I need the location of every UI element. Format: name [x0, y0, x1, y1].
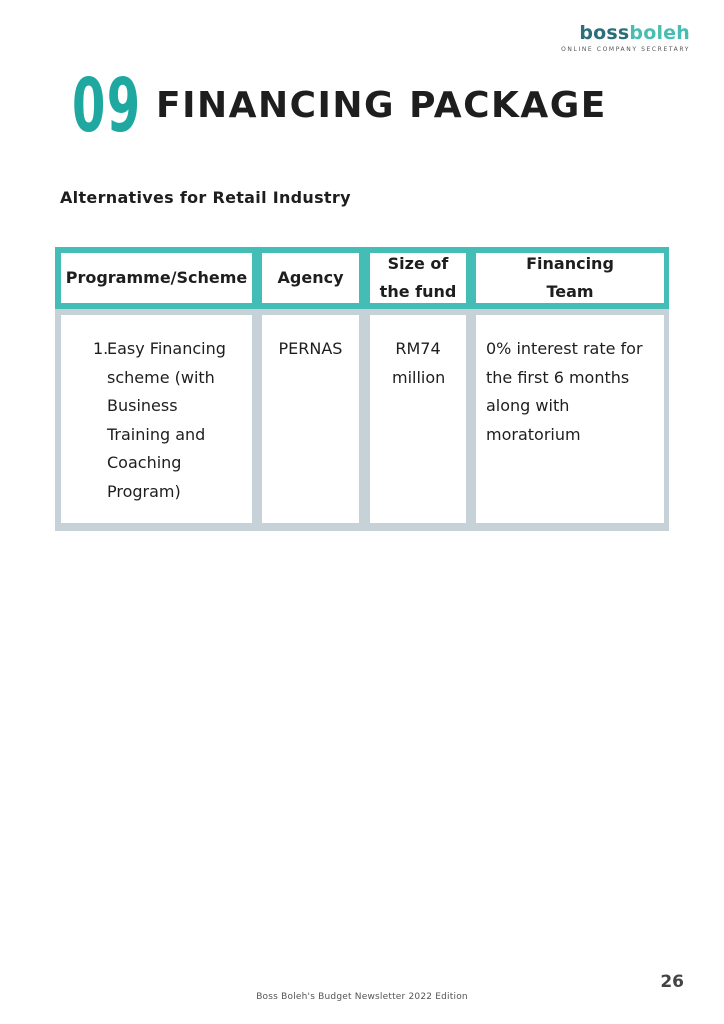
header-financing-team: Financing Team — [476, 253, 664, 303]
section-title: FINANCING PACKAGE — [156, 85, 607, 126]
table-row — [55, 309, 669, 531]
section-number: 09 — [72, 63, 142, 149]
cell-agency: PERNAS — [262, 315, 359, 523]
company-logo — [561, 22, 690, 53]
table-header-row — [55, 247, 669, 309]
page-number: 26 — [660, 972, 684, 992]
scheme-text: Easy Financing scheme (with Business Training and Coaching Program) — [107, 339, 226, 501]
cell-scheme — [61, 315, 252, 523]
header-fund-size: Size of the fund — [370, 253, 466, 303]
header-agency: Agency — [262, 253, 359, 303]
cell-financing: 0% interest rate for the first 6 months along with moratorium — [476, 315, 664, 523]
header-programme-scheme: Programme/Scheme — [61, 253, 252, 303]
logo-tagline: ONLINE COMPANY SECRETARY — [561, 46, 690, 53]
logo-wordmark — [579, 22, 690, 44]
footer-text: Boss Boleh's Budget Newsletter 2022 Edition — [256, 992, 468, 1002]
financing-table — [55, 247, 669, 531]
cell-fund-size: RM74 million — [370, 315, 466, 523]
scheme-number: 1. — [93, 339, 109, 358]
logo-part-boleh: boleh — [629, 22, 690, 44]
scheme-list-item — [61, 335, 252, 506]
subtitle: Alternatives for Retail Industry — [60, 188, 351, 207]
logo-part-boss: boss — [579, 22, 630, 44]
